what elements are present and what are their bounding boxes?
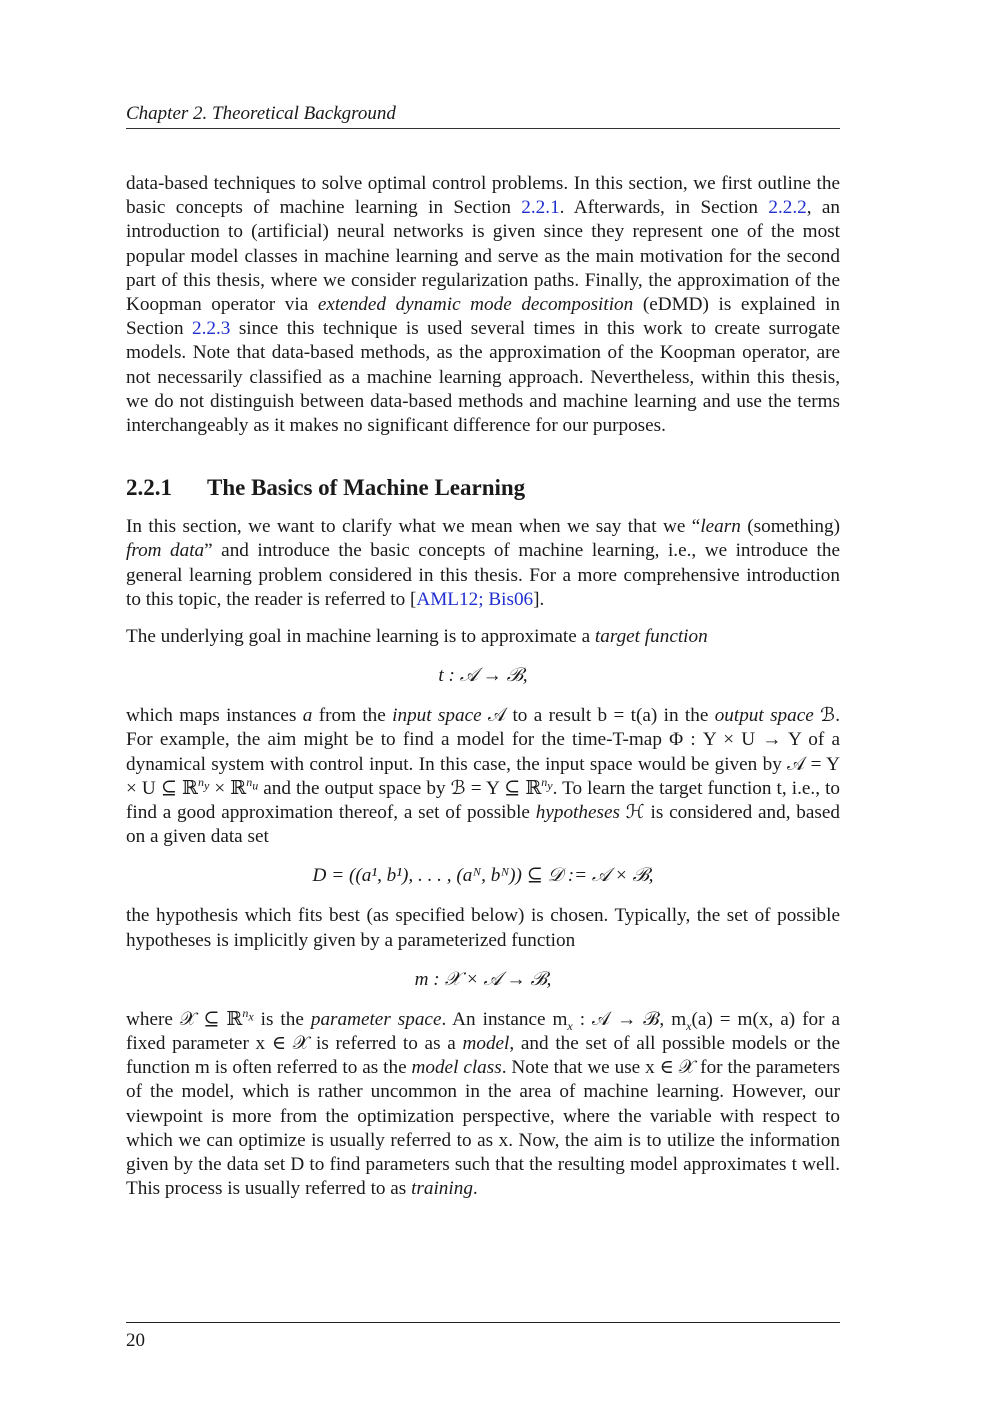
section-heading [126, 474, 840, 502]
citation-bis06[interactable]: Bis06 [488, 588, 534, 610]
paragraph-goal: The underlying goal in machine learning is to approximate a target function [126, 626, 708, 648]
citation-aml12[interactable]: AML12 [416, 588, 479, 610]
page-number: 20 [126, 1330, 145, 1351]
section-link-2-2-1[interactable]: 2.2.1 [521, 197, 560, 219]
running-header: Chapter 2. Theoretical Background [126, 101, 840, 129]
equation-data-set: D = ((a¹, b¹), . . . , (aᴺ, bᴺ)) ⊆ 𝒟 := 𝒜 × ℬ, [312, 865, 654, 887]
body-text [126, 172, 840, 1202]
section-link-2-2-2[interactable]: 2.2.2 [768, 197, 807, 219]
section-link-2-2-3[interactable]: 2.2.3 [192, 318, 231, 340]
equation-target-function: t : 𝒜 → ℬ, [438, 665, 528, 687]
paragraph-input-space: which maps instances a from the input space 𝒜 to a result b = t(a) in the output space ℬ. For example, the aim might be to find a model for the time-T-map Φ : Y × U → Y of a dynamical system with control input. In this case, the input space would be given by 𝒜 = Y × U ⊆ ℝ$^{n_y}$ × ℝ$^{n_u}$ and the output space by ℬ = Y ⊆ ℝ$^{n_y}$. To learn the target function t, i.e., to find a good approximation thereof, a set of possible hypotheses ℋ is considered and, based on a given data set [126, 705, 840, 848]
intro-paragraph: data-based techniques to solve optimal control problems. In this section, we first outline the basic concepts of machine learning in Section 2.2.1. Afterwards, in Section 2.2.2, an introduction to (artificial) neural networks is given since they represent one of the most popular model classes in machine learning and serve as the main motivation for the second part of this thesis, where we consider regularization paths. Finally, the approximation of the Koopman operator via extended dynamic mode decomposition (eDMD) is explained in Section 2.2.3 since this technique is used several times in this work to create surrogate models. Note that data-based methods, as the approximation of the Koopman operator, are not necessarily classified as a machine learning approach. Nevertheless, within this thesis, we do not distinguish between data-based methods and machine learning and use the terms interchangeably as it makes no significant difference for our purposes. [126, 173, 840, 437]
paragraph-learning-intro: In this section, we want to clarify what we mean when we say that we “learn (something) from data” and introduce the basic concepts of machine learning, i.e., we introduce the general learning problem considered in this thesis. For a more comprehensive introduction to this topic, the reader is referred to [AML12; Bis06]. [126, 516, 840, 610]
page [126, 0, 840, 1414]
footer-rule [126, 1322, 840, 1323]
paragraph-hypothesis: the hypothesis which fits best (as specified below) is chosen. Typically, the set of possible hypotheses is implicitly given by a parameterized function [126, 905, 840, 951]
paragraph-parameter-space: where 𝒳 ⊆ ℝ$^{n_x}$ is the parameter space. An instance $m_x$ : 𝒜 → ℬ, $m_x(a) = m(x$, a) for a fixed parameter x ∈ 𝒳 is referred to as a model, and the set of all possible models or the function m is often referred to as the model class. Note that we use x ∈ 𝒳 for the parameters of the model, which is rather uncommon in the area of machine learning. However, our viewpoint is more from the optimization perspective, where the variable with respect to which we can optimize is usually referred to as x. Now, the aim is to utilize the information given by the data set D to find parameters such that the resulting model approximates t well. This process is usually referred to as training. [126, 1006, 840, 1200]
section-title: The Basics of Machine Learning [207, 475, 526, 501]
section-number: 2.2.1 [126, 475, 172, 501]
equation-model-function: m : 𝒳 × 𝒜 → ℬ, [414, 968, 552, 990]
